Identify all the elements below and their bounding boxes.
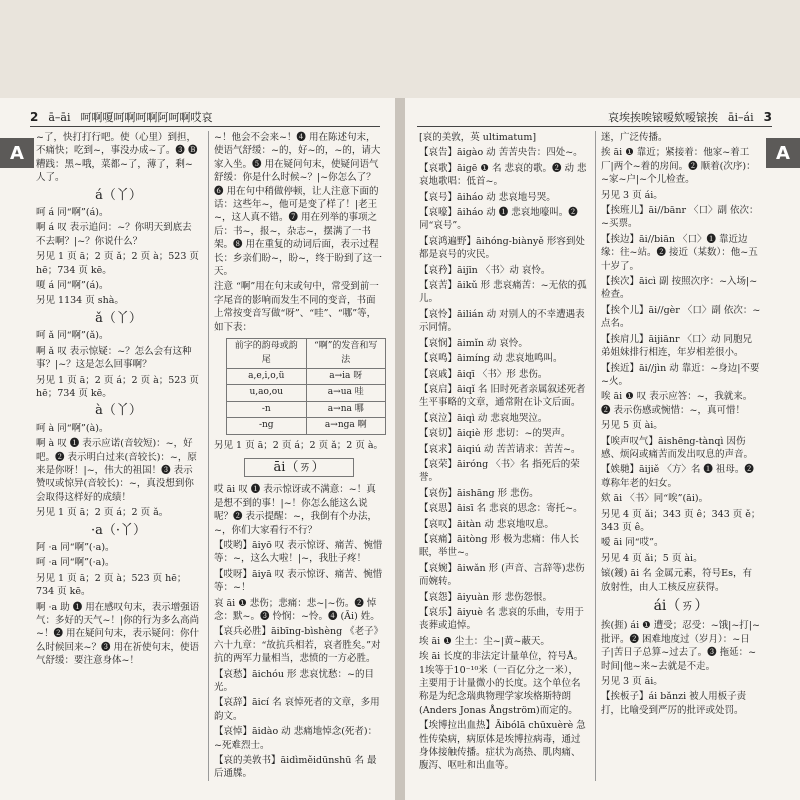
list-item: 【哀怨】āiyuàn 形 悲伤怨恨。 — [419, 591, 553, 603]
entry-ai-sorrow: 哀 āi ❶ 悲伤；悲痛：悲~|~伤。❷ 悼念：默~。❸ 怜悯：~怜。❹ (Āi) 姓。 — [214, 597, 380, 622]
entry-ai-near: 挨 āi ❶ 靠近；紧接着：他家~着工厂|两个~着的房间。❷ 顺着(次序)：~家~户|~个儿检查。 — [601, 147, 756, 186]
left-running-head — [30, 108, 380, 127]
entry-text: ~了，快打打行吧。使（心里）到担，不痛快；吃到~，事没办成~了。❸ 🅑 糟践：黑~哦，菜都~了，薄了，剩~人了。 — [36, 132, 198, 184]
list-item: 【哀号】āiháo 动 悲哀地号哭。 — [419, 191, 556, 203]
entry-text: 迷，广泛传播。 — [601, 132, 668, 143]
entry-aibanr: 【挨班儿】āi//bānr 〈口〉副 依次：~买票。 — [601, 205, 759, 230]
table-cell: -ng — [227, 418, 307, 434]
table-cell: a→ua 哇 — [306, 385, 385, 401]
list-item: 【哀叹】āitàn 动 悲哀地叹息。 — [419, 518, 554, 530]
pinyin-heading-box: āi（ㄞ） — [244, 458, 354, 477]
list-item: 【哀告】āigào 动 苦苦央告：四处~。 — [419, 147, 583, 159]
usage-note: 注意 “啊”用在句末或句中，常受到前一字尾音的影响而发生不同的变音，书面上常按变音写做“呀”、“哇”、“哪”等，如下表： — [214, 281, 379, 333]
list-item: 【哀启】āiqǐ 名 旧时死者亲属叙述死者生平事略的文章，通常附在讣文后面。 — [419, 383, 586, 409]
list-item: 【哀泣】āiqì 动 悲哀地哭泣。 — [419, 412, 548, 424]
pinyin-heading: à（丫） — [95, 403, 142, 419]
entry-ref: 另见 1 页 ā；2 页 á；2 页 à；523 页 hē；734 页 kē。 — [36, 374, 199, 399]
table-cell: a,e,i,o,ü — [227, 368, 307, 384]
list-item: 【哀切】āiqiè 形 悲切：~的哭声。 — [419, 428, 571, 440]
table-cell: u,ao,ou — [227, 385, 307, 401]
entry-ai-angstrom: 埃 āi 长度的非法定计量单位，符号Å。1埃等于10⁻¹⁰米（一百亿分之一米），主要用于计量微小的长度。这个单位名称是为纪念瑞典物理学家埃格斯特朗(Anders Jonas Ångström)而定的。 — [419, 651, 584, 716]
left-page — [0, 98, 395, 800]
entry-he-a2: 呵 á 同“啊”(á)。 — [36, 207, 109, 219]
list-item: 【哀鸣】āimíng 动 悲哀地鸣叫。 — [419, 353, 563, 365]
entry-aidimeidun: 【哀的美敦书】āidìměidūnshū 名 最后通牒。 — [214, 755, 377, 780]
list-item: 【哀悯】āimǐn 动 哀怜。 — [419, 337, 528, 349]
entry-a-a3: 啊 ǎ 叹 表示惊疑：~？怎么会有这种事？|~？这是怎么回事啊？ — [36, 345, 192, 371]
etymology-note: [哀的美敦，英 ultimatum] — [419, 132, 537, 143]
pinyin-heading: ·a（·丫） — [90, 522, 146, 538]
entry-ref: 另见 1 页 ā；2 页 ǎ；2 页 à；523 页 hē；734 页 kē。 — [36, 251, 199, 276]
entry-aichou: 【哀愁】āichóu 形 悲哀忧愁：~的目光。 — [214, 668, 374, 694]
right-page — [405, 98, 800, 800]
list-item: 【哀怜】āilián 动 对别人的不幸遭遇表示同情。 — [419, 308, 585, 334]
entry-ref: 另见 1134 页 shà。 — [36, 295, 124, 307]
entry-ref: 另见 4 页 ǎi；5 页 ài。 — [601, 552, 703, 564]
entry-he-a4: 呵 à 同“啊”(à)。 — [36, 422, 109, 434]
entry-ai-interjection: 哎 āi 叹 ❶ 表示惊讶或不满意：~！真是想不到的事！|~！你怎么能这么说呢？❷ 表示提醒：~，我倒有个办法，~，你们大家看行不行？ — [214, 484, 377, 536]
left-thumb-index-tab: A — [0, 138, 34, 168]
entry-aijin: 【挨近】āi//jìn 动 靠近：~身边|不要~火。 — [601, 362, 760, 387]
right-thumb-index-tab: A — [766, 138, 800, 168]
entry-he-a3: 呵 ǎ 同“啊”(ǎ)。 — [36, 330, 109, 342]
entry-aibianr: 【挨边】āi//biān 〈口〉❶ 靠近边缘：往~站。❷ 接近（某数）：他~五十岁了。 — [601, 233, 758, 272]
entry-ref: 另见 5 页 ài。 — [601, 420, 663, 432]
entry-ai-es: 锿(鑀) āi 名 金属元素，符号Es，有放射性，由人工核反应获得。 — [601, 568, 752, 593]
list-item: 【哀伤】āishāng 形 悲伤。 — [419, 487, 539, 499]
entry-aijianr: 【挨肩儿】āijiānr 〈口〉动 同胞兄弟姐妹排行相连，年岁相差很小。 — [601, 333, 753, 359]
entry-ai-dust: 埃 āi ❶ 尘土：尘~|黄~蔽天。 — [419, 635, 550, 647]
list-item: 【哀戚】āiqī 〈书〉形 悲伤。 — [419, 368, 548, 380]
left-column-1 — [36, 131, 201, 670]
entry-ai-sigh: 唉 āi ❶ 叹 表示应答：~，我就来。❷ 表示伤感或惋惜：~，真可惜！ — [601, 391, 753, 416]
entry-ref: 另见 3 页 ái。 — [601, 189, 663, 201]
entry-aiya: 【哎呀】āiyā 叹 表示惊讶、痛苦、惋惜等：~！ — [214, 568, 383, 594]
entry-ai-ai: 嗳 āi 同“哎”。 — [601, 537, 664, 549]
column-divider — [595, 131, 596, 781]
table-row — [227, 401, 386, 417]
entry-ref: 另见 1 页 ā；2 页 á；2 页 ǎ；2 页 à。 — [214, 439, 384, 451]
table-row — [227, 368, 386, 384]
left-running-head-pinyin: ā–āi — [48, 110, 71, 124]
entry-a-neutral: 阿 ·a 同“啊”(·a)。 — [36, 541, 115, 553]
entry-aibola: 【埃博拉出血热】Āibólā chūxuèrè 急性传染病，病原体是埃博拉病毒，通过身体接触传播。症状为高热、肌肉痛、腹泻、呕吐和出血等。 — [419, 720, 586, 772]
table-row — [227, 385, 386, 401]
entry-ai-woman: 【娭毑】āijiě 〈方〉名 ❶ 祖母。❷ 尊称年老的妇女。 — [601, 464, 754, 489]
list-item: 【哀求】āiqiú 动 苦苦请求：苦苦~。 — [419, 443, 581, 455]
entry-text: ~！他会不会来~！❹ 用在陈述句末，使语气舒缓：~的，好~的，~的，请大家入坐。❺ 用在疑问句末，使疑问语气舒缓：你是什么时候~？|~你怎么了？❻ 用在句中稍做停顿，让人注意下面的话：这些年~，他可是变了样了！|老王~，这人真不错。❼ 用在列举的事项之后：书~，报~，杂志~，摆满了一书架。❽ 用在重复的动词后面，表示过程长：乡亲们盼~，盼~，终于盼到了这一天。 — [214, 132, 382, 278]
list-item: 【哀苦】āikǔ 形 悲哀痛苦：~无依的孤儿。 — [419, 280, 587, 305]
entry-aidao: 【哀悼】āidào 动 悲痛地悼念(死者)：~死难烈士。 — [214, 726, 378, 751]
entry-a-a4: 啊 à 叹 ❶ 表示应诺(音较短)：~，好吧。❷ 表示明白过来(音较长)：~，原来是你呀！|~，伟大的祖国！❸ 表示赞叹或惊异(音较长)：~，真没想到你会取得这样好的成绩！ — [36, 438, 197, 503]
entry-ref: 另见 3 页 āi。 — [601, 676, 663, 688]
pinyin-heading: ái（ㄞ） — [653, 598, 709, 614]
right-running-head — [417, 108, 772, 127]
entry-ai-suffer: 挨(捱) ái ❶ 遭受；忍受：~饿|~打|~批评。❷ 困难地度过（岁月）：~日子|苦日子总算~过去了。❸ 拖延：~时间|他~来~去就是不走。 — [601, 620, 760, 672]
list-item: 【哀歌】āigē ❶ 名 悲哀的歌。❷ 动 悲哀地歌唱：低首~。 — [419, 162, 587, 188]
entry-aiyo: 【哎哟】āiyō 叹 表示惊讶、痛苦、惋惜等：~，这么大啦！|~，我肚子疼！ — [214, 539, 383, 565]
list-item: 【哀思】āisī 名 悲哀的思念：寄托~。 — [419, 503, 583, 515]
column-divider — [208, 131, 209, 781]
right-page-number: 3 — [763, 110, 772, 124]
right-running-head-pinyin: āi–ái — [727, 110, 754, 124]
left-column-2 — [214, 131, 384, 783]
table-cell: a→nga 啊 — [306, 418, 385, 434]
list-item: 【哀嚎】āiháo 动 ❶ 悲哀地嚎叫。❷ 同“哀号”。 — [419, 207, 578, 232]
entry-aici: 【哀辞】āicí 名 哀悼死者的文章，多用韵文。 — [214, 697, 380, 722]
right-column-1 — [419, 131, 587, 775]
entry-aishengtanqi: 【唉声叹气】āishēng-tànqì 因伤感、烦闷或痛苦而发出叹息的声音。 — [601, 435, 754, 460]
table-cell: -n — [227, 401, 307, 417]
entry-aibing: 【哀兵必胜】āibīng-bìshèng 《老子》六十九章：“故抗兵相若，哀者胜矣。”对抗的两军力量相当，悲愤的一方必胜。 — [214, 626, 384, 665]
table-row — [227, 418, 386, 434]
right-column-2 — [601, 131, 761, 719]
left-running-head-chars: 呵啊嗄呵啊呵啊阿呵啊哎哀 — [80, 111, 213, 124]
entry-a-a2: 啊 á 叹 表示追问：~？你明天到底去不去啊？|~？你说什么？ — [36, 222, 192, 247]
entry-aici: 【挨次】āicì 副 按照次序：~入场|~检查。 — [601, 276, 758, 301]
entry-aibanzi: 【挨板子】ái bǎnzi 被人用板子责打，比喻受到严厉的批评或处罚。 — [601, 691, 747, 716]
entry-sha: 嗄 á 同“啊”(á)。 — [36, 280, 109, 292]
pronunciation-table — [226, 338, 386, 434]
list-item: 【哀婉】āiwǎn 形 (声音、言辞等)悲伤而婉转。 — [419, 562, 585, 588]
table-header-cell: “啊”的发音和写法 — [306, 339, 385, 369]
entry-ai-sound: 欸 āi 〈书〉同“唉”(āi)。 — [601, 493, 709, 505]
table-header-cell: 前字的韵母或韵尾 — [227, 339, 307, 369]
book-gutter — [395, 98, 405, 800]
pinyin-heading: á（丫） — [95, 187, 142, 203]
list-item: 【哀矜】āijīn 〈书〉动 哀怜。 — [419, 264, 551, 276]
entry-ref: 另见 4 页 ǎi；343 页 ê；343 页 ě；343 页 ê。 — [601, 508, 761, 533]
entry-ref: 另见 1 页 ā；2 页 á；2 页 ǎ。 — [36, 507, 169, 519]
list-item: 【哀荣】āiróng 〈书〉名 指死后的荣誉。 — [419, 458, 580, 484]
left-page-number: 2 — [30, 110, 39, 124]
pinyin-heading: ǎ（丫） — [95, 310, 142, 326]
list-item: 【哀鸿遍野】āihóng-biànyě 形容到处都是哀号的灾民。 — [419, 235, 585, 261]
list-item: 【哀痛】āitòng 形 极为悲痛：伟人长眠，举世~。 — [419, 533, 579, 559]
list-item: 【哀乐】āiyuè 名 悲哀的乐曲，专用于丧葬或追悼。 — [419, 607, 584, 632]
entry-aigeer: 【挨个儿】āi//gèr 〈口〉副 依次：~点名。 — [601, 304, 761, 330]
table-cell: a→ia 呀 — [306, 368, 385, 384]
entry-a-particle: 啊 ·a 助 ❶ 用在感叹句末，表示增强语气：多好的天气~！|你的行为多么高尚~！❷ 用在疑问句末，表示疑问：你什么时候回来~？❸ 用在祈使句末，使语气舒缓：要注意身体~！ — [36, 601, 200, 667]
right-running-head-chars: 哀埃挨唉锿嗳欸嗳锿挨 — [607, 111, 718, 124]
entry-ref: 另见 1 页 ā；2 页 à；523 页 hē；734 页 kē。 — [36, 572, 187, 598]
table-cell: a→na 哪 — [306, 401, 385, 417]
entry-he-neutral: 呵 ·a 同“啊”(·a)。 — [36, 557, 115, 569]
